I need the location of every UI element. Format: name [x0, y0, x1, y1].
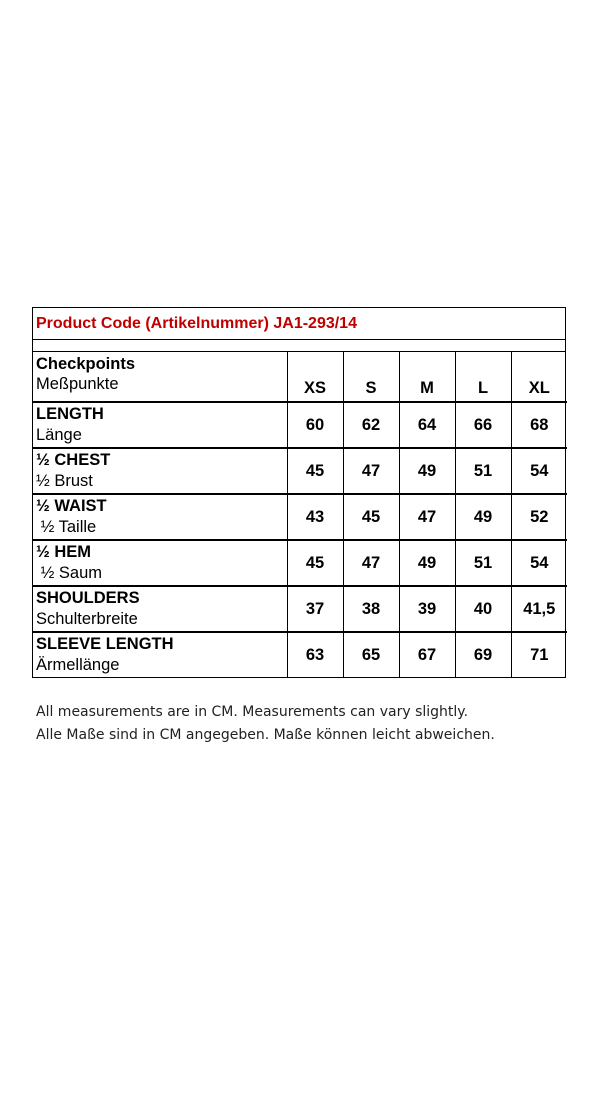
value-cell-xs: 63 [287, 632, 343, 677]
row-label-prefix: ½ [36, 497, 55, 515]
value-cell-s: 47 [343, 540, 399, 586]
size-header-l: L [455, 352, 511, 402]
measurement-table [33, 352, 567, 677]
row-label-de: Länge [36, 426, 82, 444]
table-row [33, 494, 567, 540]
row-label-de: Ärmellänge [36, 656, 120, 674]
value-cell-m: 64 [399, 402, 455, 448]
value-cell-m: 47 [399, 494, 455, 540]
value-cell-l: 49 [455, 494, 511, 540]
row-label-en-text: HEM [54, 543, 92, 561]
value-cell-m: 49 [399, 540, 455, 586]
row-label-prefix: ½ [36, 543, 55, 561]
table-row [33, 586, 567, 632]
value-cell-xl: 54 [511, 448, 567, 494]
value-cell-xl: 71 [530, 645, 549, 664]
row-label-cell [33, 402, 287, 448]
row-label-cell [33, 494, 287, 540]
row-label-en [36, 634, 287, 654]
value-cell-m: 67 [399, 632, 455, 677]
size-header-xl: XL [511, 352, 567, 402]
row-label-cell [33, 632, 287, 677]
row-label-prefix: ½ [36, 451, 55, 469]
value-cell-m: 39 [399, 586, 455, 632]
table-header-row [33, 352, 567, 402]
value-cell-s: 47 [343, 448, 399, 494]
value-cell-xs: 43 [287, 494, 343, 540]
row-label-cell [33, 586, 287, 632]
value-cell-l: 51 [455, 448, 511, 494]
value-cell-l: 40 [455, 586, 511, 632]
value-cell-l: 69 [455, 632, 511, 677]
note-english: All measurements are in CM. Measurements can vary slightly. [36, 704, 469, 720]
value-cell-s: 62 [343, 402, 399, 448]
spacer-row [33, 340, 565, 352]
checkpoints-label-en: Checkpoints [36, 355, 136, 373]
row-label-cell [33, 540, 287, 586]
checkpoints-label-de: Meßpunkte [36, 375, 119, 393]
value-cell-xl: 41,5 [511, 586, 567, 632]
value-cell-xl: 54 [511, 540, 567, 586]
size-header-xs: XS [287, 352, 343, 402]
row-label-en [36, 588, 287, 608]
value-cell-l: 51 [455, 540, 511, 586]
value-cell-xs: 45 [287, 448, 343, 494]
row-label-en [36, 404, 287, 424]
table-body [33, 402, 567, 677]
row-label-en [36, 450, 287, 470]
checkpoints-header [33, 352, 287, 402]
table-row [33, 402, 567, 448]
value-cell-xl: 68 [511, 402, 567, 448]
row-label-de: ½ Brust [36, 472, 93, 490]
value-cell-s: 65 [343, 632, 399, 677]
row-label-en-text: SHOULDERS [36, 589, 140, 607]
value-cell-m: 49 [399, 448, 455, 494]
value-cell-xs: 45 [287, 540, 343, 586]
measurement-notes [36, 701, 576, 747]
value-cell-l: 66 [455, 402, 511, 448]
note-german: Alle Maße sind in CM angegeben. Maße können leicht abweichen. [36, 727, 495, 743]
row-label-de: Schulterbreite [36, 610, 138, 628]
size-chart [32, 307, 566, 678]
row-label-de: ½ Taille [36, 518, 97, 536]
table-row [33, 632, 567, 677]
table-row [33, 448, 567, 494]
value-cell-s: 38 [343, 586, 399, 632]
row-label-en-text: WAIST [54, 497, 107, 515]
size-header-s: S [343, 352, 399, 402]
row-label-en-text: LENGTH [36, 405, 104, 423]
value-cell-xl: 52 [511, 494, 567, 540]
row-label-en-text: CHEST [54, 451, 111, 469]
size-header-m: M [399, 352, 455, 402]
value-cell-xs: 37 [287, 586, 343, 632]
table-row [33, 540, 567, 586]
row-label-cell [33, 448, 287, 494]
row-label-en [36, 542, 287, 562]
product-code-title: Product Code (Artikelnummer) JA1-293/14 [33, 308, 565, 340]
row-label-en-text: SLEEVE LENGTH [36, 635, 174, 653]
value-cell-s: 45 [343, 494, 399, 540]
row-label-en [36, 496, 287, 516]
row-label-de: ½ Saum [36, 564, 103, 582]
value-cell-xs: 60 [287, 402, 343, 448]
